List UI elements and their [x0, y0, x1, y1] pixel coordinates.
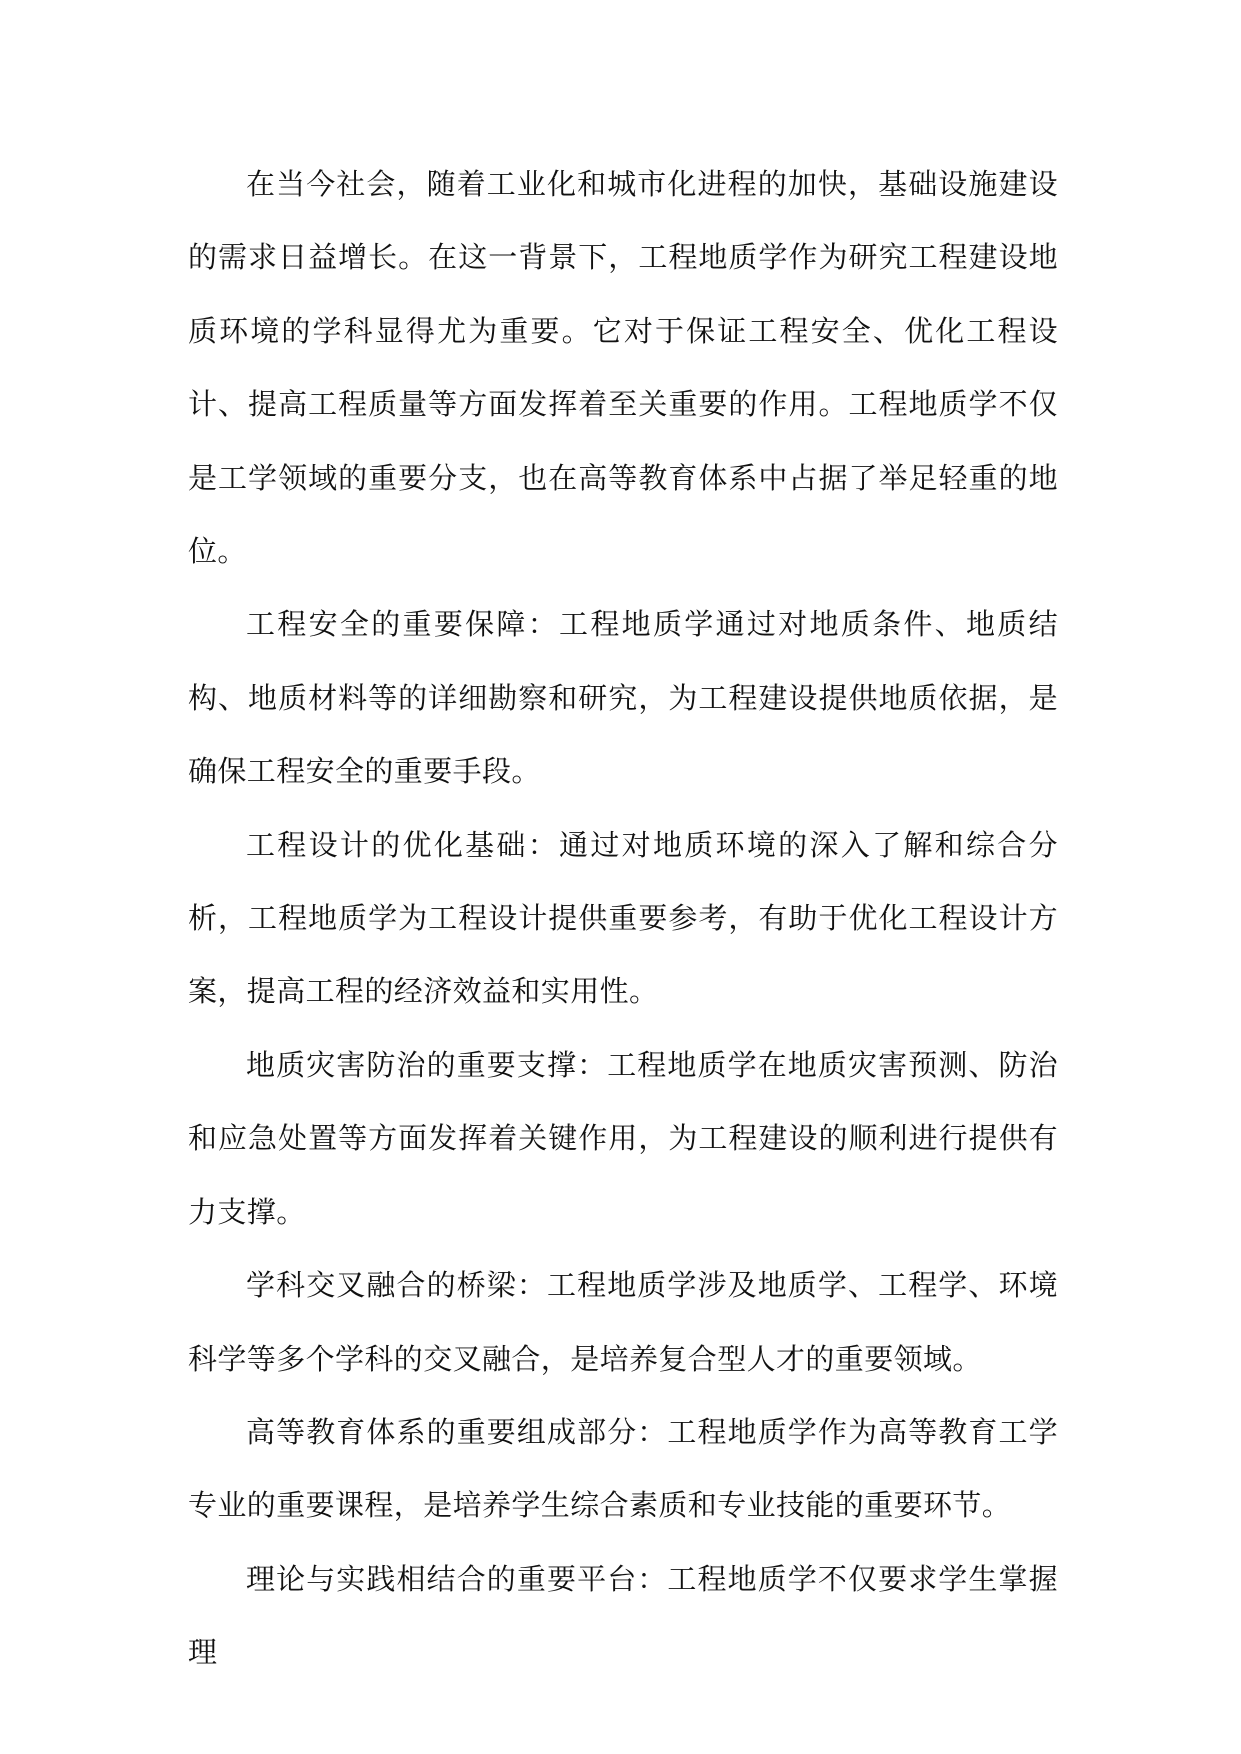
paragraph-design-optimization: 工程设计的优化基础：通过对地质环境的深入了解和综合分析，工程地质学为工程设计提供重要参考，有助于优化工程设计方案，提高工程的经济效益和实用性。 [188, 827, 1058, 1009]
paragraph-higher-education: 高等教育体系的重要组成部分：工程地质学作为高等教育工学专业的重要课程，是培养学生综合素质和专业技能的重要环节。 [188, 1414, 1058, 1523]
paragraph-interdisciplinary: 学科交叉融合的桥梁：工程地质学涉及地质学、工程学、环境科学等多个学科的交叉融合，是培养复合型人才的重要领域。 [188, 1268, 1058, 1376]
paragraph-intro: 在当今社会，随着工业化和城市化进程的加快，基础设施建设的需求日益增长。在这一背景下，工程地质学作为研究工程建设地质环境的学科显得尤为重要。它对于保证工程安全、优化工程设计、提高工程质量等方面发挥着至关重要的作用。工程地质学不仅是工学领域的重要分支，也在高等教育体系中占据了举足轻重的地位。 [188, 167, 1058, 569]
document-body [188, 148, 1058, 1690]
paragraph-disaster-prevention: 地质灾害防治的重要支撑：工程地质学在地质灾害预测、防治和应急处置等方面发挥着关键作用，为工程建设的顺利进行提供有力支撑。 [188, 1047, 1058, 1229]
paragraph-theory-practice: 理论与实践相结合的重要平台：工程地质学不仅要求学生掌握理 [188, 1561, 1058, 1670]
paragraph-engineering-safety: 工程安全的重要保障：工程地质学通过对地质条件、地质结构、地质材料等的详细勘察和研究，为工程建设提供地质依据，是确保工程安全的重要手段。 [188, 607, 1058, 789]
